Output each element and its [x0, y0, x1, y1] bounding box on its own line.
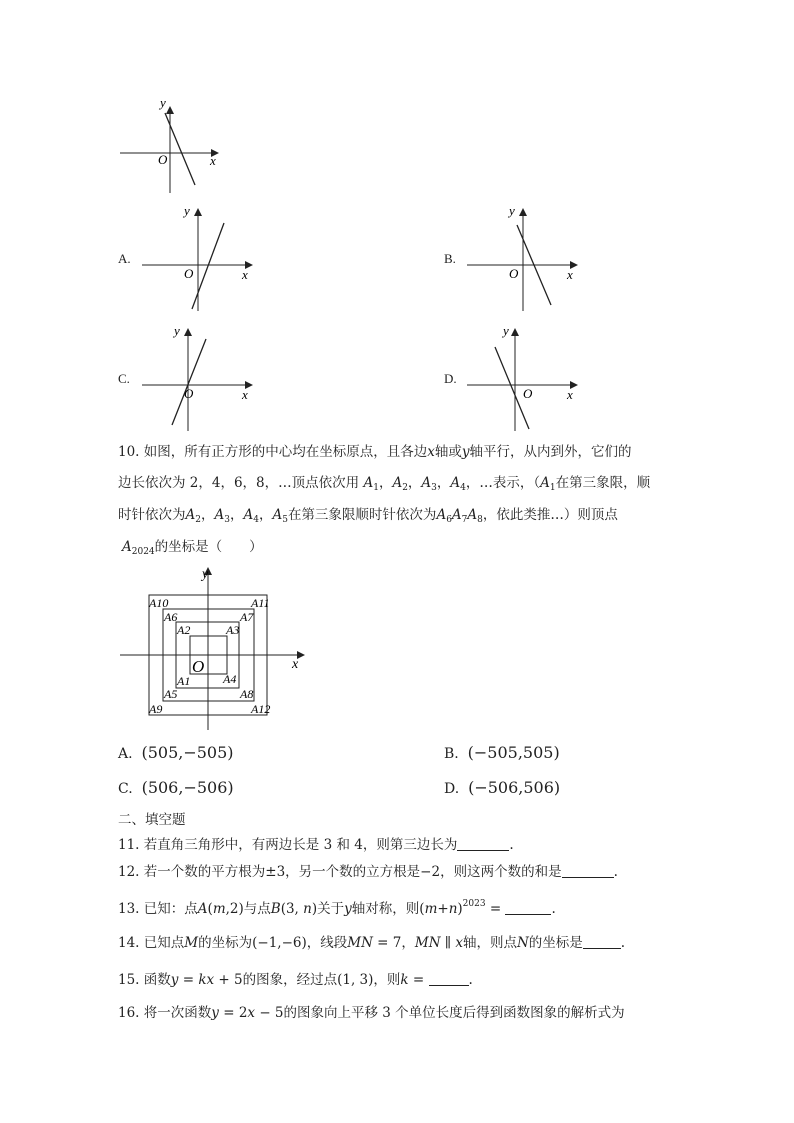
- label-a12: A12: [251, 702, 271, 716]
- option-b-graph[interactable]: [465, 205, 585, 315]
- option-b-label[interactable]: B.: [444, 251, 456, 266]
- option-c-label[interactable]: C.: [118, 371, 130, 386]
- y-axis-label: y: [174, 325, 180, 338]
- origin-label: O: [184, 266, 194, 281]
- option-a-label[interactable]: A.: [118, 251, 131, 266]
- q10-line-4: $A_{2024}$的坐标是（ ）: [122, 539, 263, 557]
- label-a8: A8: [240, 687, 254, 701]
- option-d-graph[interactable]: [465, 325, 585, 435]
- q14: 14. 已知点M的坐标为(−1,−6)，线段MN = 7，MN ∥ x轴，则点N的坐标是 .: [118, 935, 626, 951]
- y-axis-label: y: [202, 567, 209, 582]
- origin-label: O: [509, 266, 519, 281]
- label-a10: A10: [149, 596, 169, 610]
- origin-label: O: [158, 152, 168, 167]
- x-axis-label: x: [242, 387, 248, 402]
- q10-choice-c[interactable]: C. (506,−506): [118, 778, 234, 797]
- q12: 12. 若一个数的平方根为±3，另一个数的立方根是−2，则这两个数的和是 .: [118, 864, 618, 880]
- q10-choice-b[interactable]: B. (−505,505): [444, 743, 560, 762]
- label-a5: A5: [164, 687, 178, 701]
- origin-label: O: [523, 386, 533, 401]
- label-a1: A1: [177, 674, 191, 688]
- q11-blank[interactable]: [457, 837, 509, 851]
- origin-label: O: [192, 657, 205, 676]
- x-axis-label: x: [210, 153, 216, 168]
- reference-graph: [118, 95, 228, 195]
- label-a4: A4: [223, 672, 237, 686]
- x-axis-label: x: [567, 387, 573, 402]
- origin-label: O: [184, 386, 194, 401]
- label-a6: A6: [164, 610, 178, 624]
- option-d-label[interactable]: D.: [444, 371, 457, 386]
- x-axis-label: x: [292, 657, 299, 672]
- q10-line-1: 10. 如图，所有正方形的中心均在坐标原点，且各边x轴或y轴平行，从内到外，它们的: [118, 444, 632, 460]
- q13-blank[interactable]: [505, 901, 551, 915]
- q10-choice-a[interactable]: A. (505,−505): [118, 743, 234, 762]
- y-axis-label: y: [503, 325, 509, 338]
- label-a9: A9: [149, 702, 163, 716]
- q11: 11. 若直角三角形中，有两边长是 3 和 4，则第三边长为 .: [118, 837, 514, 853]
- label-a7: A7: [240, 610, 254, 624]
- q10-choice-d[interactable]: D. (−506,506): [444, 778, 561, 797]
- option-c-graph[interactable]: [140, 325, 260, 435]
- label-a3: A3: [226, 623, 240, 637]
- option-a-graph[interactable]: [140, 205, 260, 315]
- q16: 16. 将一次函数y = 2x − 5的图象向上平移 3 个单位长度后得到函数图象的解析式为: [118, 1005, 625, 1021]
- section-heading: 二、填空题: [118, 812, 186, 828]
- label-a11: A11: [251, 596, 270, 610]
- q12-blank[interactable]: [562, 864, 614, 878]
- q15: 15. 函数y = kx + 5的图象，经过点(1, 3)，则k = .: [118, 972, 473, 988]
- q13: 13. 已知：点A(m,2)与点B(3, n)关于y轴对称，则$(m+n)^{2023}$ = .: [118, 899, 556, 917]
- y-axis-label: y: [509, 205, 515, 218]
- q14-blank[interactable]: [583, 935, 621, 949]
- q10-line-2: 边长依次为 2，4，6，8，…顶点依次用 $A_1$，$A_2$，$A_3$，$A_4$，…表示，（$A_1$在第三象限，顺: [118, 475, 651, 493]
- q15-blank[interactable]: [429, 972, 469, 986]
- y-axis-label: y: [160, 95, 166, 110]
- y-axis-label: y: [184, 205, 190, 218]
- nested-squares-figure: [118, 562, 308, 732]
- x-axis-label: x: [242, 267, 248, 282]
- label-a2: A2: [177, 623, 191, 637]
- x-axis-label: x: [567, 267, 573, 282]
- q10-line-3: 时针依次为$A_2$，$A_3$，$A_4$，$A_5$在第三象限顺时针依次为$A_6A_7A_8$，依此类推…）则顶点: [118, 507, 618, 525]
